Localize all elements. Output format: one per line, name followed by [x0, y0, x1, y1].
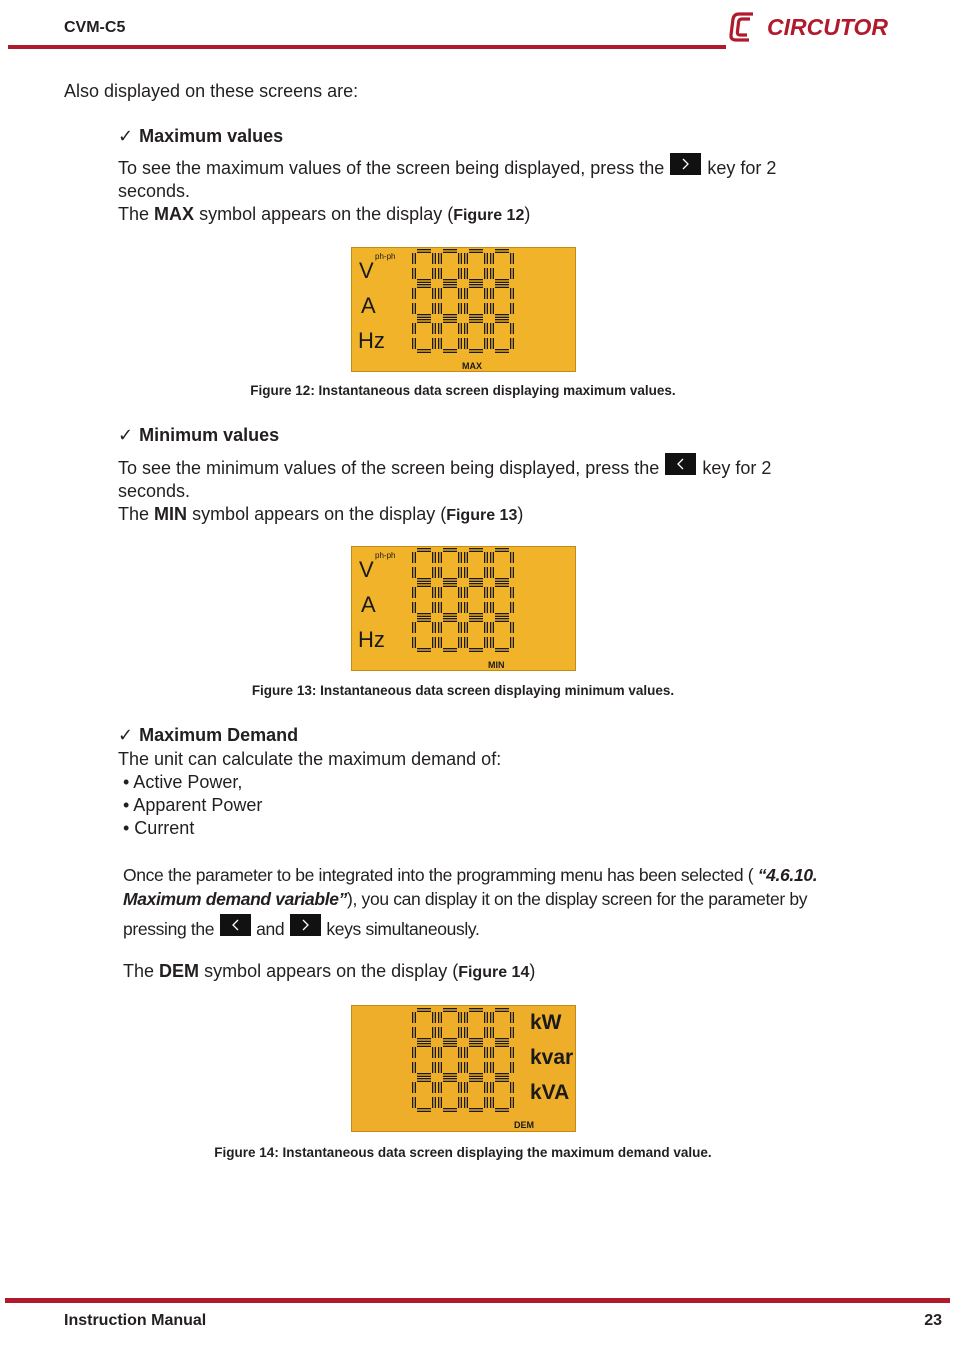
- lcd-digit: [414, 1045, 434, 1075]
- lcd-svg: [352, 1006, 575, 1131]
- lcd-digit: [414, 620, 434, 650]
- check-icon: ✓: [118, 725, 134, 745]
- lcd-digit: [440, 251, 460, 281]
- ph-ph-label: ph-ph: [375, 252, 396, 261]
- lcd-digit: [466, 620, 486, 650]
- lcd-digit: [466, 321, 486, 351]
- page-number: 23: [924, 1312, 942, 1329]
- max-demand-intro: The unit can calculate the maximum demand of:: [118, 749, 502, 769]
- footer-rule: [5, 1298, 950, 1303]
- min-values-paragraph: To see the minimum values of the screen being displayed, press the key for 2 seconds. The MIN symbol appears on the display (Figure 13): [118, 453, 858, 527]
- cross-reference: “4.6.10.: [757, 865, 818, 885]
- unit-label: kVA: [530, 1081, 570, 1104]
- unit-label: kvar: [530, 1046, 574, 1069]
- max-values-heading: ✓ Maximum values: [118, 126, 284, 146]
- dem-symbol: DEM: [159, 961, 200, 981]
- lcd-digit: [440, 1080, 460, 1110]
- lcd-digit: [440, 321, 460, 351]
- min-symbol: MIN: [154, 504, 188, 524]
- figure-12-caption: Figure 12: Instantaneous data screen displaying maximum values.: [250, 383, 676, 398]
- row-label: A: [361, 293, 376, 318]
- intro-text: Also displayed on these screens are:: [64, 81, 359, 101]
- demand-paragraph: Once the parameter to be integrated into the programming menu has been selected ( “4.6.10. Maximum demand variable”), you can display it on the display screen for the parameter by pressing the and keys simultaneously.: [123, 865, 818, 939]
- lcd-digit: [440, 620, 460, 650]
- lcd-digit: [414, 286, 434, 316]
- list-item: • Current: [123, 818, 195, 838]
- min-values-heading: ✓ Minimum values: [118, 425, 280, 445]
- lcd-digit: [466, 1080, 486, 1110]
- lcd-digit: [492, 585, 512, 615]
- lcd-digit: [414, 251, 434, 281]
- digit-rows: [414, 1010, 512, 1110]
- lcd-digit: [414, 1080, 434, 1110]
- lcd-display-min: [351, 546, 576, 671]
- lcd-digit: [414, 585, 434, 615]
- lcd-digit: [466, 585, 486, 615]
- max-demand-heading: ✓ Maximum Demand: [118, 725, 299, 745]
- lcd-digit: [440, 1010, 460, 1040]
- lcd-digit: [466, 1010, 486, 1040]
- lcd-digit: [492, 1045, 512, 1075]
- lcd-digit: [414, 1010, 434, 1040]
- dem-badge: DEM: [514, 1120, 534, 1130]
- lcd-digit: [492, 620, 512, 650]
- left-arrow-key-icon: [220, 914, 251, 936]
- right-arrow-key-icon: [290, 914, 321, 936]
- ph-ph-label: ph-ph: [375, 551, 396, 560]
- row-label: V: [359, 258, 374, 283]
- digit-rows: [414, 251, 512, 351]
- row-label: Hz: [358, 627, 385, 652]
- cross-reference: Maximum demand variable”: [123, 889, 348, 909]
- digit-rows: [414, 550, 512, 650]
- lcd-svg: [352, 248, 575, 371]
- lcd-labels: [514, 1011, 573, 1130]
- max-badge: MAX: [462, 361, 482, 371]
- footer-title: Instruction Manual: [64, 1312, 207, 1329]
- figure-13-caption: Figure 13: Instantaneous data screen displaying minimum values.: [251, 683, 675, 698]
- lcd-digit: [466, 550, 486, 580]
- lcd-digit: [492, 286, 512, 316]
- check-icon: ✓: [118, 425, 134, 445]
- lcd-digit: [466, 286, 486, 316]
- row-label: V: [359, 557, 374, 582]
- lcd-digit: [492, 1010, 512, 1040]
- lcd-labels: [358, 551, 505, 670]
- lcd-svg: [352, 547, 575, 670]
- lcd-digit: [440, 286, 460, 316]
- left-arrow-key-icon: [665, 453, 696, 475]
- min-badge: MIN: [488, 660, 505, 670]
- lcd-digit: [440, 550, 460, 580]
- figure-14-caption: Figure 14: Instantaneous data screen displaying the maximum demand value.: [214, 1145, 712, 1160]
- unit-label: kW: [530, 1011, 562, 1034]
- row-label: A: [361, 592, 376, 617]
- lcd-digit: [466, 1045, 486, 1075]
- lcd-digit: [492, 1080, 512, 1110]
- max-symbol: MAX: [154, 204, 195, 224]
- document-model: CVM-C5: [64, 19, 126, 36]
- lcd-display-max: [351, 247, 576, 372]
- lcd-digit: [440, 1045, 460, 1075]
- header-rule: [8, 45, 726, 49]
- lcd-display-dem: [351, 1005, 576, 1132]
- lcd-digit: [492, 251, 512, 281]
- lcd-digit: [466, 251, 486, 281]
- lcd-digit: [440, 585, 460, 615]
- lcd-labels: [358, 252, 482, 371]
- row-label: Hz: [358, 328, 385, 353]
- list-item: • Apparent Power: [123, 795, 263, 815]
- right-arrow-key-icon: [670, 153, 701, 175]
- lcd-digit: [492, 321, 512, 351]
- max-values-paragraph: To see the maximum values of the screen being displayed, press the key for 2 seconds. The MAX symbol appears on the display (Figure 12): [118, 153, 858, 227]
- lcd-digit: [414, 550, 434, 580]
- list-item: • Active Power,: [123, 772, 243, 792]
- demand-bullet-list: [123, 771, 262, 840]
- dem-symbol-line: The DEM symbol appears on the display (Figure 14): [123, 961, 536, 981]
- brand-wordmark: CIRCUTOR: [767, 14, 888, 40]
- check-icon: ✓: [118, 126, 134, 146]
- lcd-digit: [414, 321, 434, 351]
- lcd-digit: [492, 550, 512, 580]
- circutor-logo: [729, 8, 909, 46]
